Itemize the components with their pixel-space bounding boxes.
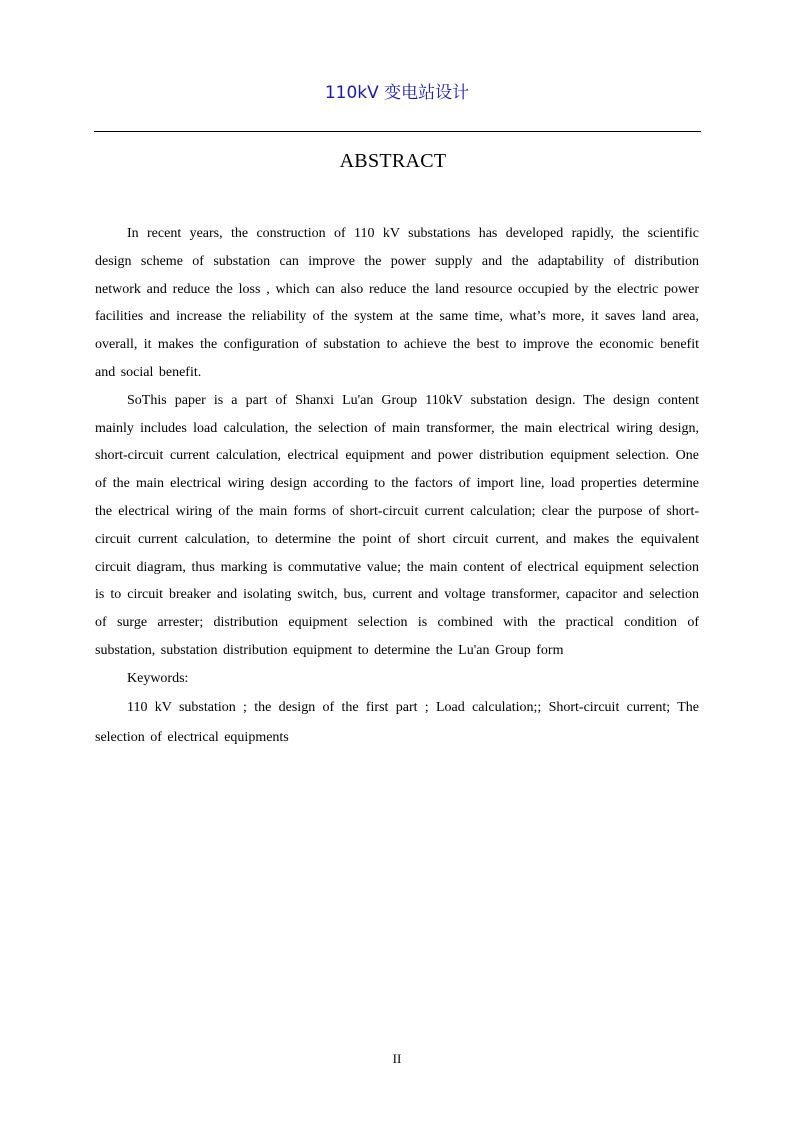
page-number: II bbox=[392, 1051, 402, 1066]
abstract-paragraph-2: SoThis paper is a part of Shanxi Lu'an Group 110kV substation design. The design content mainly includes load calculation, the selection of main transformer, the main electrical wiring design, short-circuit current calculation, electrical equipment and power distribution equipment selection. One of the main electrical wiring design according to the factors of import line, load properties determine the electrical wiring of the main forms of short-circuit current calculation; clear the purpose of short-circuit current calculation, to determine the point of short circuit current, and makes the equivalent circuit diagram, thus marking is commutative value; the main content of electrical equipment selection is to circuit breaker and isolating switch, bus, current and voltage transformer, capacitor and selection of surge arrester; distribution equipment selection is combined with the practical condition of substation, substation distribution equipment to determine the Lu'an Group form bbox=[95, 392, 699, 658]
keywords-text: 110 kV substation ; the design of the first part ; Load calculation;; Short-circuit current; The selection of electrical equipments bbox=[95, 699, 699, 745]
abstract-body bbox=[95, 220, 699, 753]
keywords-label: Keywords: bbox=[127, 670, 189, 686]
document-header-title: 110kV 变电站设计 bbox=[324, 83, 470, 103]
header-divider bbox=[94, 131, 701, 132]
abstract-heading: ABSTRACT bbox=[339, 150, 447, 172]
abstract-paragraph-1: In recent years, the construction of 110 kV substations has developed rapidly, the scientific design scheme of substation can improve the power supply and the adaptability of distribution network and reduce the loss , which can also reduce the land resource occupied by the electric power facilities and increase the reliability of the system at the same time, what’s more, it saves land area, overall, it makes the configuration of substation to achieve the best to improve the economic benefit and social benefit. bbox=[95, 226, 699, 380]
